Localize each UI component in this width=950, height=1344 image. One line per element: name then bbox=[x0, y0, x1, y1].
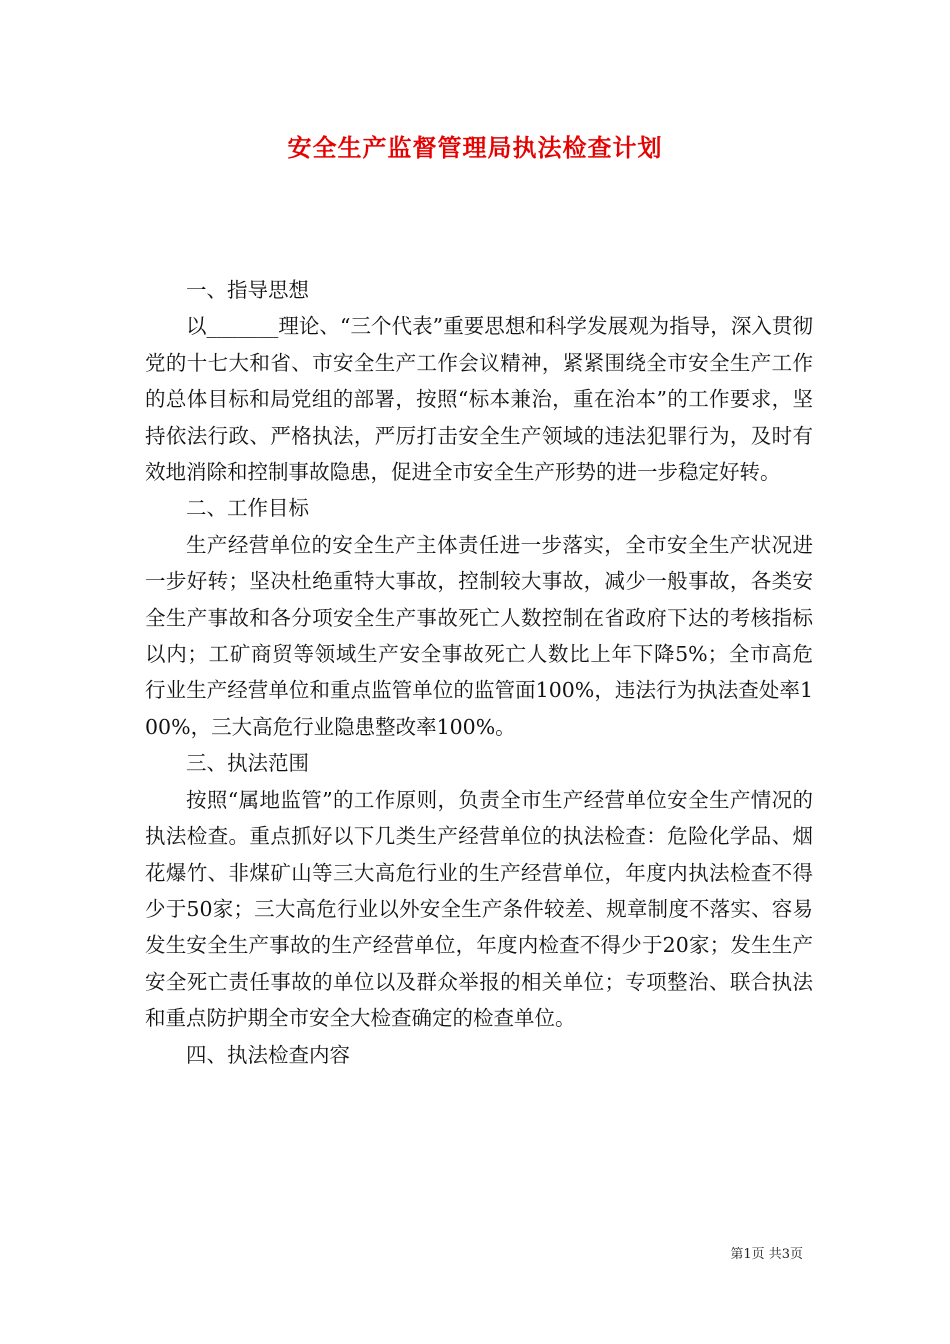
section-heading-work-goals: 二、工作目标 bbox=[186, 496, 309, 521]
section-heading-inspection-content: 四、执法检查内容 bbox=[186, 1042, 350, 1067]
section-paragraph-guiding-ideology: 以_______理论、“三个代表”重要思想和科学发展观为指导，深入贯彻党的十七大和省、市安全生产工作会议精神，紧紧围绕全市安全生产工作的总体目标和局党组的部署，按照“标本兼治，重在治本”的工作要求，坚持依法行政、严格执法，严厉打击安全生产领域的违法犯罪行为，及时有效地消除和控制事故隐患，促进全市安全生产形势的进一步稳定好转。 bbox=[145, 314, 813, 485]
section-paragraph-enforcement-scope: 按照“属地监管”的工作原则，负责全市生产经营单位安全生产情况的执法检查。重点抓好以下几类生产经营单位的执法检查：危险化学品、烟花爆竹、非煤矿山等三大高危行业的生产经营单位，年度内执法检查不得少于50家；三大高危行业以外安全生产条件较差、规章制度不落实、容易发生安全生产事故的生产经营单位，年度内检查不得少于20家；发生生产安全死亡责任事故的单位以及群众举报的相关单位；专项整治、联合执法和重点防护期全市安全大检查确定的检查单位。 bbox=[145, 787, 813, 1031]
section-paragraph-work-goals: 生产经营单位的安全生产主体责任进一步落实，全市安全生产状况进一步好转；坚决杜绝重特大事故，控制较大事故，减少一般事故，各类安全生产事故和各分项安全生产事故死亡人数控制在省政府下达的考核指标以内；工矿商贸等领域生产安全事故死亡人数比上年下降5%；全市高危行业生产经营单位和重点监管单位的监管面100%，违法行为执法查处率100%，三大高危行业隐患整改率100%。 bbox=[145, 532, 813, 739]
section-heading-guiding-ideology: 一、指导思想 bbox=[186, 278, 309, 302]
document-title: 安全生产监督管理局执法检查计划 bbox=[287, 133, 663, 162]
page-number: 第1页 共3页 bbox=[730, 1247, 803, 1262]
document-body bbox=[145, 272, 813, 1073]
section-heading-enforcement-scope: 三、执法范围 bbox=[186, 751, 309, 776]
